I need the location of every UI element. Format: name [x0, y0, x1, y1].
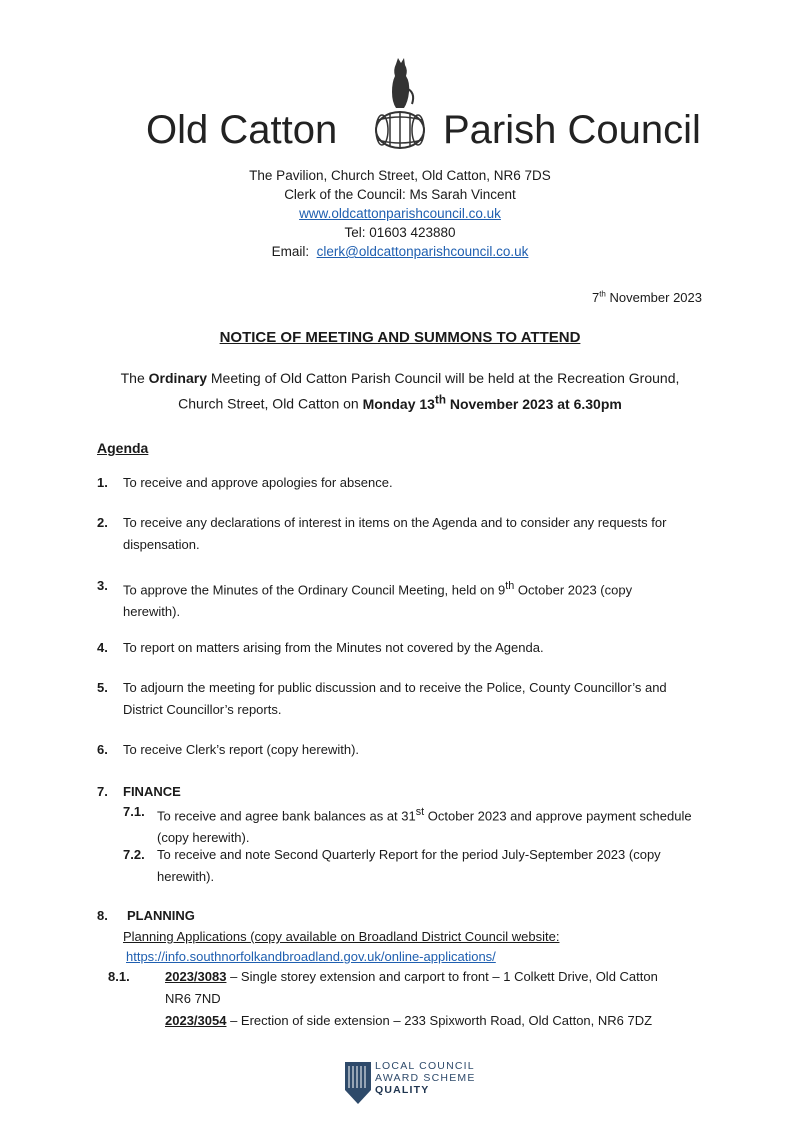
title-left: Old Catton	[146, 108, 338, 152]
address: The Pavilion, Church Street, Old Catton, NR6 7DS	[249, 168, 551, 183]
award-scheme-icon	[345, 1058, 371, 1106]
badge-line1: LOCAL COUNCIL	[375, 1060, 475, 1072]
notice-date: 7th November 2023	[591, 289, 702, 305]
planning-applications-note: Planning Applications (copy available on Broadland District Council website:	[123, 929, 560, 944]
website-link[interactable]: www.oldcattonparishcouncil.co.uk	[299, 206, 501, 221]
notice-title: NOTICE OF MEETING AND SUMMONS TO ATTEND	[219, 329, 581, 346]
contact-block	[0, 166, 800, 261]
email-label: Email:	[271, 244, 310, 259]
clerk-name: Clerk of the Council: Ms Sarah Vincent	[284, 187, 516, 202]
cat-on-barrel-logo	[362, 58, 438, 154]
email-link[interactable]: clerk@oldcattonparishcouncil.co.uk	[316, 244, 529, 259]
planning-portal-link[interactable]: https://info.southnorfolkandbroadland.gov.uk/online-applications/	[126, 949, 496, 964]
agenda-heading: Agenda	[97, 440, 149, 456]
application-ref[interactable]: 2023/3083	[165, 969, 227, 984]
badge-line3: QUALITY	[375, 1084, 430, 1096]
meeting-intro: The Ordinary Meeting of Old Catton Parish Council will be held at the Recreation Ground, Church Street, Old Catton on Monday 13th November 2023 at 6.30pm	[120, 370, 680, 412]
planning-url-row	[126, 946, 496, 967]
badge-line2: AWARD SCHEME	[375, 1072, 476, 1084]
telephone: Tel: 01603 423880	[344, 225, 456, 240]
application-ref[interactable]: 2023/3054	[165, 1013, 227, 1028]
title-right: Parish Council	[443, 108, 701, 152]
award-scheme-badge	[345, 1058, 485, 1106]
